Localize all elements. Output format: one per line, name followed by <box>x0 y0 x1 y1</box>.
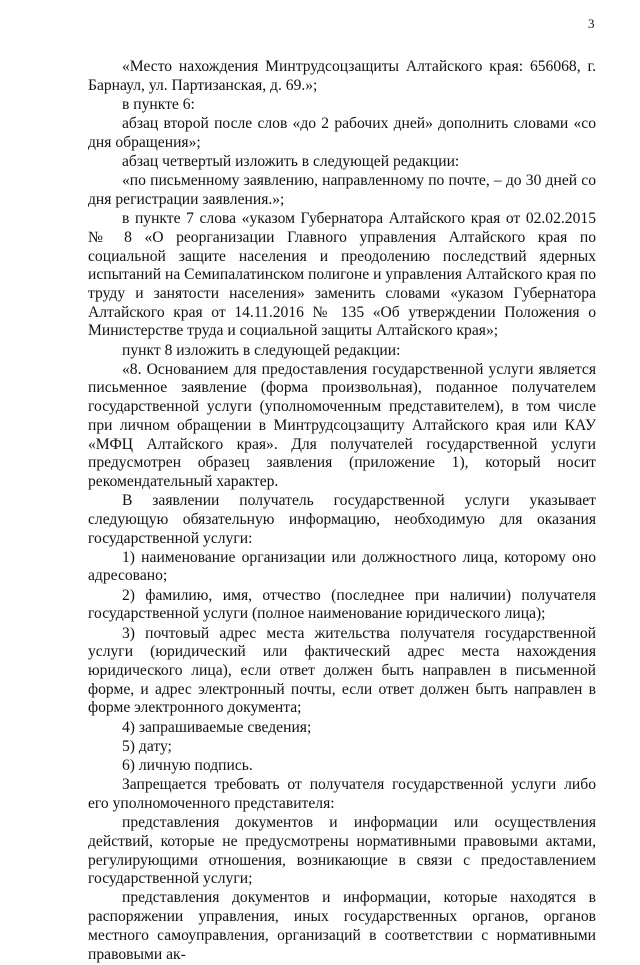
paragraph: абзац четвертый изложить в следующей редакции: <box>122 153 460 171</box>
list-item: 1) наименование организации или должностного лица, которому оно адресовано; <box>88 548 596 585</box>
paragraph: Запрещается требовать от получателя государственной услуги либо его уполномоченного представителя: <box>88 776 596 812</box>
list-item: 4) запрашиваемые сведения; <box>122 718 312 736</box>
paragraph: в пункте 6: <box>122 95 195 113</box>
document-body <box>88 58 596 965</box>
page-number: 3 <box>588 16 595 31</box>
list-item: 3) почтовый адрес места жительства получателя государственной услуги (юридический или фактический адрес места нахождения юридического лица), если ответ должен быть направлен в письменной форме, и адрес электронный почты, если ответ должен быть направлен в форме электронного документа; <box>88 624 596 717</box>
paragraph: представления документов и информации или осуществления действий, которые не предусмотрены нормативными правовыми актами, регулирующими отношения, возникающие в связи с предоставлением государственной услуги; <box>88 814 596 888</box>
paragraph: «Место нахождения Минтрудсоцзащиты Алтайского края: 656068, г. Барнаул, ул. Партизанская, д. 69.»; <box>88 58 596 94</box>
list-item: 5) дату; <box>122 737 172 755</box>
list-item: 2) фамилию, имя, отчество (последнее при наличии) получателя государственной услуги (полное наименование юридического лица); <box>88 586 596 623</box>
paragraph: «по письменному заявлению, направленному по почте, – до 30 дней со дня регистрации заявления.»; <box>88 172 596 208</box>
paragraph: «8. Основанием для предоставления государственной услуги является письменное заявление (форма произвольная), поданное получателем государственной услуги (уполномоченным представителем), в том числе при личном обращении в Минтрудсоцзащиту Алтайского края или КАУ «МФЦ Алтайского края». Для получателей государственной услуги предусмотрен образец заявления (приложение 1), который носит рекомендательный характер. <box>88 360 596 490</box>
list-item: 6) личную подпись. <box>122 757 253 775</box>
paragraph: пункт 8 изложить в следующей редакции: <box>122 341 401 359</box>
paragraph: В заявлении получатель государственной услуги указывает следующую обязательную информацию, необходимую для оказания государственной услуги: <box>88 492 596 547</box>
paragraph: в пункте 7 слова «указом Губернатора Алтайского края от 02.02.2015 № 8 «О реорганизации Главного управления Алтайского края по социальной защите населения и преодолению последствий ядерных испытаний на Семипалатинском полигоне и управления Алтайского края по труду и занятости населения» заменить словами «указом Губернатора Алтайского края от 14.11.2016 № 135 «Об утверждении Положения о Министерстве труда и социальной защиты Алтайского края»; <box>88 210 596 340</box>
paragraph: абзац второй после слов «до 2 рабочих дней» дополнить словами «со дня обращения»; <box>88 115 596 151</box>
paragraph: представления документов и информации, которые находятся в распоряжении управления, иных государственных органов, органов местного самоуправления, организаций в соответствии с нормативными правовыми ак- <box>88 889 596 963</box>
